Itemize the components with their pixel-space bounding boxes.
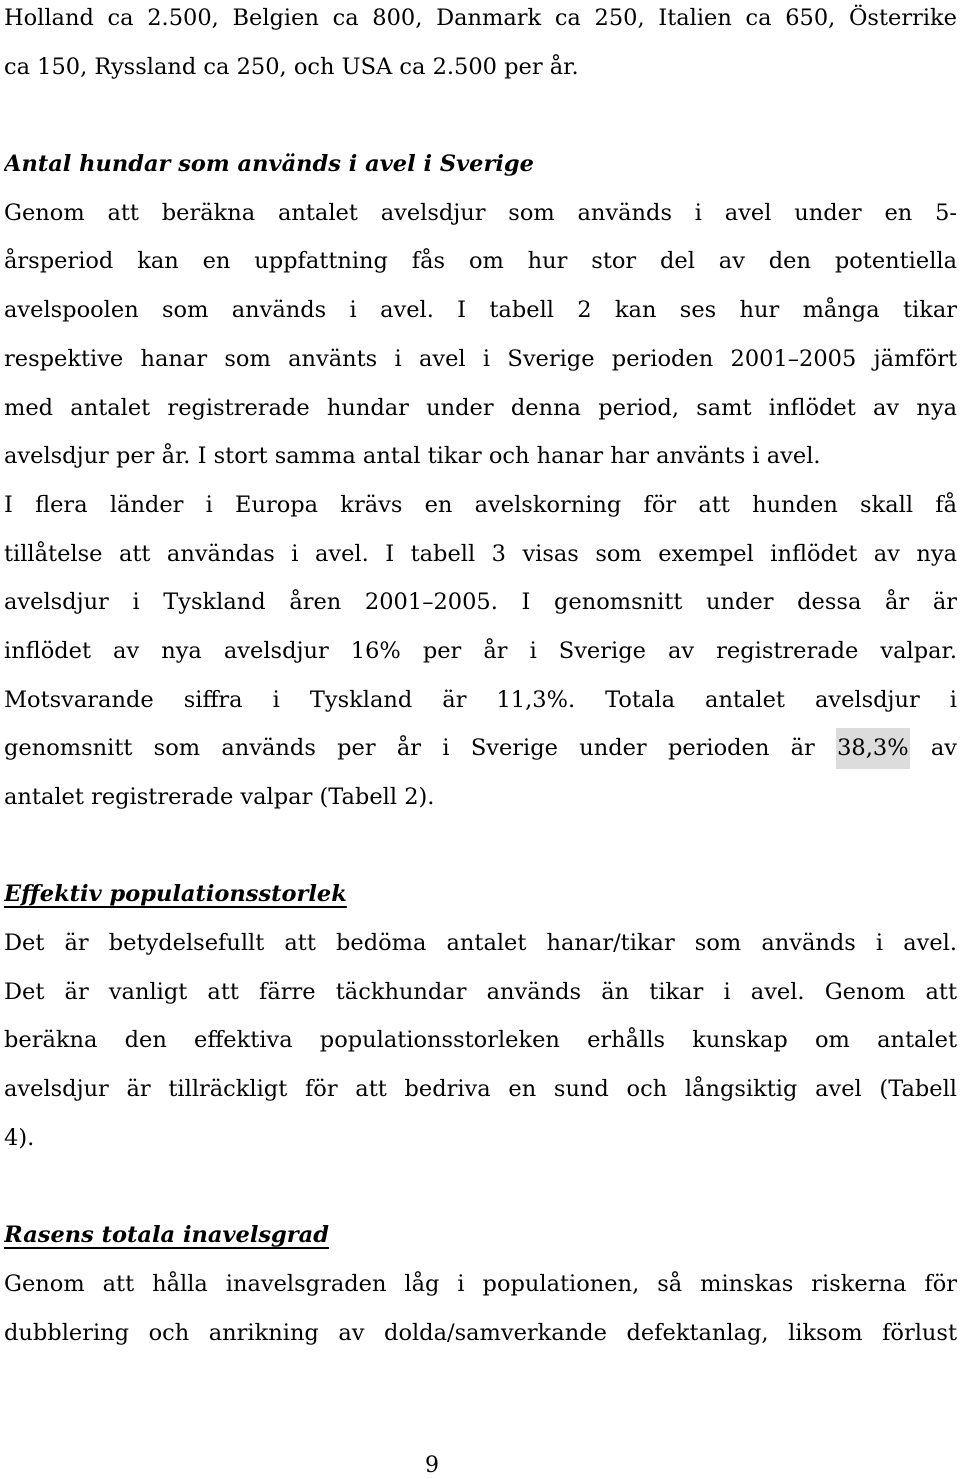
text-line-with-highlight: [4, 724, 957, 773]
text-segment: genomsnitt som används per år i Sverige under perioden är: [4, 735, 837, 762]
text-line: Genom att beräkna antalet avelsdjur som används i avel under en 5-: [4, 199, 957, 226]
text-line: Motsvarande siffra i Tyskland är 11,3%. Totala antalet avelsdjur i: [4, 686, 957, 713]
text-line: respektive hanar som använts i avel i Sverige perioden 2001–2005 jämfört: [4, 345, 957, 372]
text-line: med antalet registrerade hundar under denna period, samt inflödet av nya: [4, 394, 957, 421]
text-line: avelsdjur i Tyskland åren 2001–2005. I genomsnitt under dessa år är: [4, 589, 957, 616]
section-heading: Rasens totala inavelsgrad: [4, 1222, 329, 1249]
paragraph-spacer: [4, 91, 957, 140]
paragraph: [4, 919, 957, 1162]
text-line: avelsdjur per år. I stort samma antal tikar och hanar har använts i avel.: [4, 443, 821, 470]
text-line: årsperiod kan en uppfattning fås om hur stor del av den potentiella: [4, 248, 957, 275]
text-line: Det är vanligt att färre täckhundar används än tikar i avel. Genom att: [4, 978, 957, 1005]
text-line: Det är betydelsefullt att bedöma antalet hanar/tikar som används i avel.: [4, 930, 957, 957]
text-line: 4).: [4, 1124, 35, 1151]
section-breeding-in-sweden: [4, 140, 957, 822]
section-heading: Effektiv populationsstorlek: [4, 881, 347, 908]
paragraph: [4, 481, 957, 822]
page-number: 9: [425, 1453, 439, 1478]
text-line: I flera länder i Europa krävs en avelskorning för att hunden skall få: [4, 491, 957, 518]
text-line: Genom att hålla inavelsgraden låg i populationen, så minskas riskerna för: [4, 1270, 957, 1297]
text-line: Holland ca 2.500, Belgien ca 800, Danmark ca 250, Italien ca 650, Österrike: [4, 5, 957, 31]
intro-paragraph: [4, 0, 957, 91]
text-segment: av: [909, 735, 957, 762]
paragraph-spacer: [4, 822, 957, 871]
text-line: antalet registrerade valpar (Tabell 2).: [4, 784, 435, 810]
text-line: avelspoolen som används i avel. I tabell 2 kan ses hur många tikar: [4, 297, 957, 324]
text-line: avelsdjur är tillräckligt för att bedriva en sund och långsiktig avel (Tabell: [4, 1076, 957, 1103]
text-column: [4, 0, 957, 1357]
text-line: tillåtelse att användas i avel. I tabell 3 visas som exempel inflödet av nya: [4, 540, 957, 567]
section-inbreeding: [4, 1211, 957, 1357]
section-effective-population: [4, 870, 957, 1162]
text-line: dubblering och anrikning av dolda/samverkande defektanlag, liksom förlust: [4, 1319, 957, 1346]
text-line: beräkna den effektiva populationsstorleken erhålls kunskap om antalet: [4, 1027, 957, 1054]
paragraph-spacer: [4, 1163, 957, 1212]
highlighted-value: 38,3%: [836, 728, 909, 769]
paragraph: [4, 189, 957, 481]
text-line: inflödet av nya avelsdjur 16% per år i Sverige av registrerade valpar.: [4, 637, 957, 664]
section-heading: Antal hundar som används i avel i Sverige: [4, 151, 534, 178]
paragraph: [4, 1260, 957, 1357]
text-line: ca 150, Ryssland ca 250, och USA ca 2.500 per år.: [4, 53, 579, 80]
